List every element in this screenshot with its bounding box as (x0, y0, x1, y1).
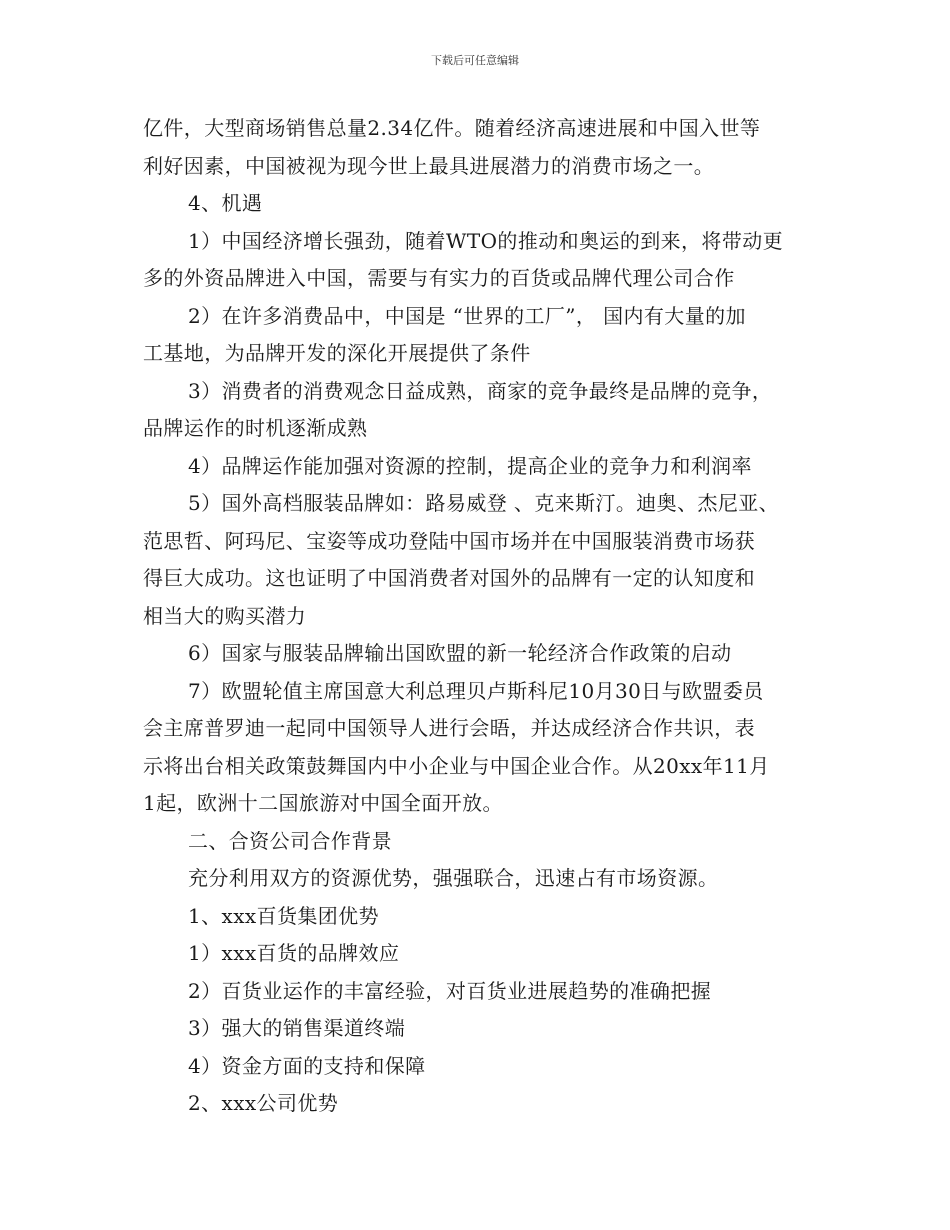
page-header-note: 下载后可任意编辑 (431, 54, 519, 67)
list-item: 6）国家与服装品牌输出国欧盟的新一轮经济合作政策的启动 (188, 641, 732, 665)
section-heading: 二、合资公司合作背景 (188, 829, 392, 853)
list-item: 4）资金方面的支持和保障 (188, 1054, 426, 1078)
paragraph-line: 多的外资品牌进入中国，需要与有实力的百货或品牌代理公司合作 (143, 266, 735, 290)
list-item: 1）中国经济增长强劲，随着WTO的推动和奥运的到来，将带动更 (188, 229, 784, 253)
subsection-heading: 1、xxx百货集团优势 (188, 904, 379, 928)
subsection-heading: 2、xxx公司优势 (188, 1091, 339, 1115)
paragraph-line: 充分利用双方的资源优势，强强联合，迅速占有市场资源。 (188, 866, 719, 890)
list-item: 4）品牌运作能加强对资源的控制，提高企业的竞争力和利润率 (188, 454, 752, 478)
list-item: 7）欧盟轮值主席国意大利总理贝卢斯科尼10月30日与欧盟委员 (188, 679, 764, 703)
paragraph-line: 亿件，大型商场销售总量2.34亿件。随着经济高速进展和中国入世等 (143, 116, 761, 140)
paragraph-line: 会主席普罗迪一起同中国领导人进行会晤，并达成经济合作共识，表 (143, 716, 755, 740)
list-item: 3）消费者的消费观念日益成熟，商家的竞争最终是品牌的竞争， (188, 379, 773, 403)
paragraph-line: 工基地，为品牌开发的深化开展提供了条件 (143, 341, 531, 365)
list-item: 2）百货业运作的丰富经验，对百货业进展趋势的准确把握 (188, 979, 712, 1003)
paragraph-line: 范思哲、阿玛尼、宝姿等成功登陆中国市场并在中国服装消费市场获 (143, 529, 755, 553)
list-item: 5）国外高档服装品牌如：路易威登 、克来斯汀。迪奥、杰尼亚、 (188, 491, 780, 515)
list-item: 1）xxx百货的品牌效应 (188, 941, 400, 965)
list-item: 2）在许多消费品中，中国是 “世界的工厂”， 国内有大量的加 (188, 304, 746, 328)
list-item: 3）强大的销售渠道终端 (188, 1016, 406, 1040)
section-heading: 4、机遇 (188, 191, 263, 215)
paragraph-line: 相当大的购买潜力 (143, 604, 307, 628)
paragraph-line: 利好因素，中国被视为现今世上最具进展潜力的消费市场之一。 (143, 154, 715, 178)
paragraph-line: 品牌运作的时机逐渐成熟 (143, 416, 368, 440)
paragraph-line: 得巨大成功。这也证明了中国消费者对国外的品牌有一定的认知度和 (143, 566, 755, 590)
paragraph-line: 1起，欧洲十二国旅游对中国全面开放。 (143, 791, 503, 815)
paragraph-line: 示将出台相关政策鼓舞国内中小企业与中国企业合作。从20xx年11月 (143, 754, 770, 778)
